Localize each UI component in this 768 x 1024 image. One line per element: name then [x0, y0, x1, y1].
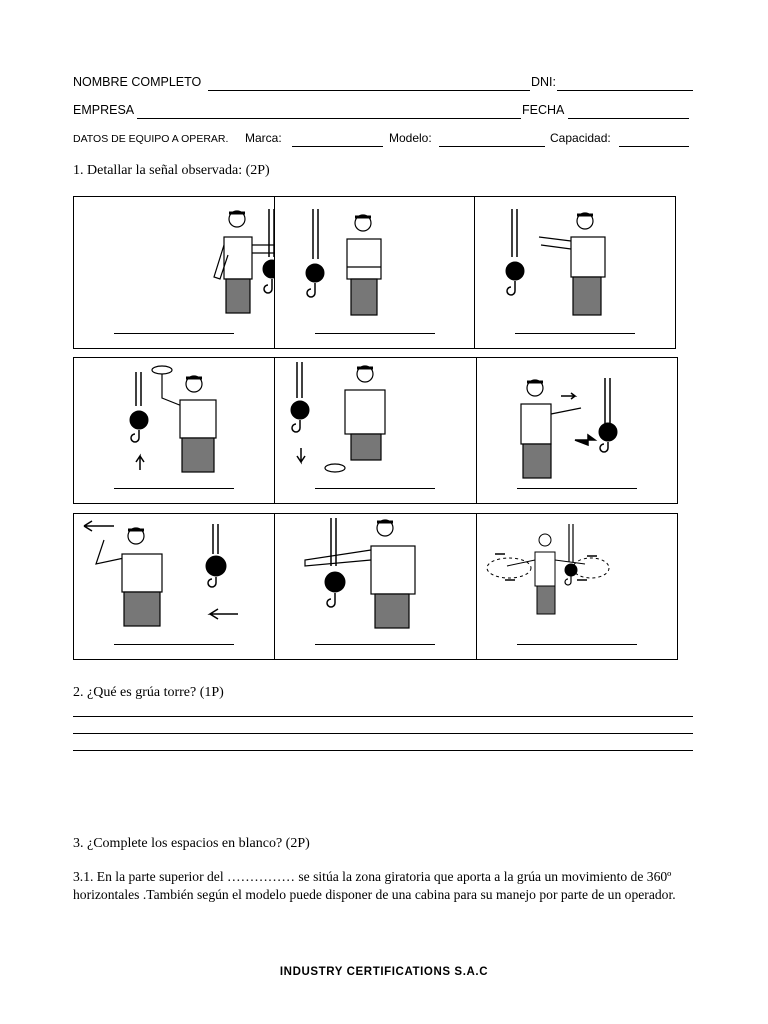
answer-line[interactable]: [73, 750, 693, 751]
signal-figure: [74, 197, 274, 348]
signal-cell: [474, 197, 675, 348]
nombre-label: NOMBRE COMPLETO: [73, 75, 202, 89]
dni-label: DNI:: [531, 75, 556, 89]
signal-figure: [475, 197, 671, 348]
q2-text: 2. ¿Qué es grúa torre? (1P): [73, 685, 224, 700]
q3-paragraph: 3.1. En la parte superior del …………… se sitúa la zona giratoria que aporta a la grúa un movimiento de 360º horizontales .También según el modelo puede disponer de una cabina para su manejo por parte de un operador.: [73, 869, 676, 902]
answer-blank[interactable]: [114, 333, 234, 334]
answer-line[interactable]: [73, 716, 693, 717]
signal-cell: [274, 514, 475, 659]
empresa-field[interactable]: [137, 118, 521, 119]
signals-row-2: [73, 357, 678, 504]
empresa-label: EMPRESA: [73, 103, 135, 117]
signal-cell: [74, 358, 274, 503]
answer-line[interactable]: [73, 733, 693, 734]
answer-blank[interactable]: [315, 333, 435, 334]
signal-figure: [477, 514, 674, 659]
signal-cell: [274, 358, 475, 503]
capacidad-label: Capacidad:: [550, 131, 611, 145]
marca-field[interactable]: [292, 146, 383, 147]
answer-blank[interactable]: [315, 488, 435, 489]
signals-row-1: [73, 196, 676, 349]
footer-company: INDUSTRY CERTIFICATIONS S.A.C: [279, 966, 489, 978]
signal-cell: [74, 514, 274, 659]
signal-figure: [275, 358, 471, 503]
answer-blank[interactable]: [114, 488, 234, 489]
signal-figure: [74, 358, 274, 503]
modelo-field[interactable]: [439, 146, 545, 147]
q1-text: 1. Detallar la señal observada: (2P): [73, 163, 270, 178]
nombre-field[interactable]: [208, 90, 530, 91]
fecha-field[interactable]: [568, 118, 689, 119]
signal-cell: [74, 197, 274, 348]
signal-figure: [275, 514, 471, 659]
signal-cell: [476, 514, 677, 659]
dni-field[interactable]: [557, 90, 693, 91]
signal-cell: [274, 197, 475, 348]
capacidad-field[interactable]: [619, 146, 689, 147]
modelo-label: Modelo:: [389, 131, 432, 145]
answer-blank[interactable]: [114, 644, 234, 645]
signal-figure: [275, 197, 472, 348]
answer-blank[interactable]: [517, 488, 637, 489]
fecha-label: FECHA: [522, 103, 565, 117]
signal-figure: [74, 514, 274, 659]
signal-cell: [476, 358, 677, 503]
marca-label: Marca:: [245, 131, 282, 145]
answer-blank[interactable]: [517, 644, 637, 645]
signal-figure: [477, 358, 674, 503]
signals-row-3: [73, 513, 678, 660]
q3-text: 3. ¿Complete los espacios en blanco? (2P): [73, 836, 310, 851]
answer-blank[interactable]: [515, 333, 635, 334]
equipo-label: DATOS DE EQUIPO A OPERAR.: [73, 133, 229, 145]
answer-blank[interactable]: [315, 644, 435, 645]
